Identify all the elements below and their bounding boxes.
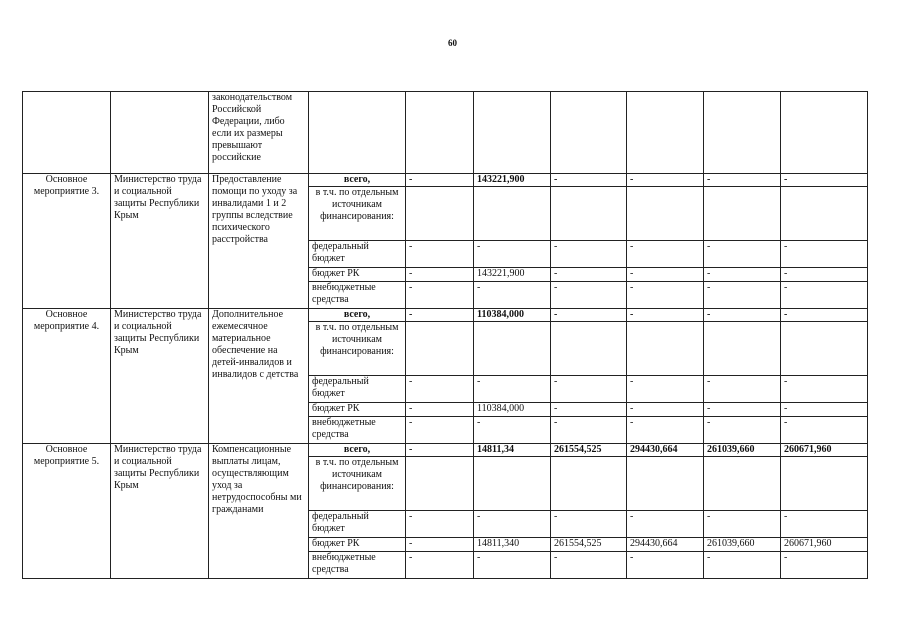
value-cell: 261554,525 (551, 538, 627, 552)
value-cell: - (627, 282, 704, 309)
value-cell: - (627, 376, 704, 403)
source-federal: федеральный бюджет (309, 241, 406, 268)
value-cell: 14811,34 (474, 444, 551, 457)
value-cell: - (781, 417, 868, 444)
source-extra: внебюджетные средства (309, 282, 406, 309)
value-cell: - (406, 241, 474, 268)
source-rk: бюджет РК (309, 538, 406, 552)
value-cell: 261039,660 (704, 538, 781, 552)
value-cell (704, 457, 781, 511)
source-total: всего, (309, 309, 406, 322)
value-cell: - (551, 268, 627, 282)
source-incl: в т.ч. по отдельным источникам финансирования: (309, 457, 406, 511)
value-cell: - (406, 174, 474, 187)
measure-description: Компенсационные выплаты лицам, осуществляющим уход за нетрудоспособны ми гражданами (209, 444, 309, 579)
value-cell: 294430,664 (627, 538, 704, 552)
value-cell: - (627, 552, 704, 579)
continued-description: законодательством Российской Федерации, либо если их размеры превышают российские (209, 92, 309, 174)
source-rk: бюджет РК (309, 403, 406, 417)
value-cell: - (474, 376, 551, 403)
value-cell: - (781, 376, 868, 403)
value-cell: - (704, 282, 781, 309)
value-cell: 110384,000 (474, 403, 551, 417)
source-total: всего, (309, 444, 406, 457)
source-extra: внебюджетные средства (309, 417, 406, 444)
value-cell: 260671,960 (781, 538, 868, 552)
value-cell (474, 187, 551, 241)
value-cell (551, 322, 627, 376)
value-cell (406, 457, 474, 511)
source-incl: в т.ч. по отдельным источникам финансирования: (309, 322, 406, 376)
value-cell (781, 322, 868, 376)
value-cell (551, 457, 627, 511)
value-cell: - (627, 268, 704, 282)
ministry-cell: Министерство труда и социальной защиты Республики Крым (111, 309, 209, 444)
value-cell: - (551, 241, 627, 268)
value-cell: - (551, 309, 627, 322)
value-cell: - (704, 552, 781, 579)
measure-title: Основное мероприятие 5. (23, 444, 111, 579)
value-cell: 260671,960 (781, 444, 868, 457)
value-cell: - (474, 241, 551, 268)
page-number: 60 (448, 38, 457, 48)
value-cell (627, 457, 704, 511)
value-cell (704, 187, 781, 241)
value-cell: - (406, 538, 474, 552)
table-row (23, 444, 868, 457)
value-cell (704, 322, 781, 376)
value-cell: - (474, 511, 551, 538)
value-cell: - (406, 309, 474, 322)
value-cell: 14811,340 (474, 538, 551, 552)
value-cell: - (551, 403, 627, 417)
value-cell (406, 187, 474, 241)
value-cell (781, 187, 868, 241)
value-cell: - (781, 174, 868, 187)
value-cell: - (406, 444, 474, 457)
value-cell: - (551, 282, 627, 309)
value-cell (406, 322, 474, 376)
value-cell: 110384,000 (474, 309, 551, 322)
measure-title: Основное мероприятие 4. (23, 309, 111, 444)
value-cell: - (474, 417, 551, 444)
value-cell: - (704, 417, 781, 444)
value-cell (627, 187, 704, 241)
value-cell: - (551, 552, 627, 579)
value-cell: - (781, 309, 868, 322)
value-cell: - (627, 511, 704, 538)
value-cell: - (551, 511, 627, 538)
value-cell: - (406, 403, 474, 417)
value-cell: - (704, 268, 781, 282)
value-cell: - (704, 403, 781, 417)
value-cell: - (474, 552, 551, 579)
program-table (22, 91, 868, 579)
value-cell: - (781, 268, 868, 282)
value-cell: - (781, 511, 868, 538)
value-cell: - (551, 376, 627, 403)
value-cell: - (781, 552, 868, 579)
source-federal: федеральный бюджет (309, 376, 406, 403)
source-rk: бюджет РК (309, 268, 406, 282)
value-cell: - (406, 376, 474, 403)
source-federal: федеральный бюджет (309, 511, 406, 538)
value-cell: - (406, 268, 474, 282)
value-cell (474, 457, 551, 511)
value-cell: - (551, 417, 627, 444)
value-cell: - (704, 511, 781, 538)
table-row (23, 309, 868, 322)
measure-title: Основное мероприятие 3. (23, 174, 111, 309)
value-cell: - (781, 403, 868, 417)
source-incl: в т.ч. по отдельным источникам финансирования: (309, 187, 406, 241)
value-cell: - (406, 552, 474, 579)
value-cell: 143221,900 (474, 268, 551, 282)
table-row (23, 174, 868, 187)
value-cell (781, 457, 868, 511)
value-cell: - (704, 309, 781, 322)
value-cell: 294430,664 (627, 444, 704, 457)
measure-description: Предоставление помощи по уходу за инвалидами 1 и 2 группы вследствие психического расстройства (209, 174, 309, 309)
value-cell: - (406, 282, 474, 309)
value-cell: - (704, 376, 781, 403)
value-cell: - (627, 417, 704, 444)
ministry-cell: Министерство труда и социальной защиты Республики Крым (111, 444, 209, 579)
value-cell: - (781, 282, 868, 309)
value-cell: - (474, 282, 551, 309)
value-cell: 143221,900 (474, 174, 551, 187)
value-cell: - (627, 174, 704, 187)
value-cell: - (551, 174, 627, 187)
value-cell: - (627, 309, 704, 322)
ministry-cell: Министерство труда и социальной защиты Республики Крым (111, 174, 209, 309)
value-cell: 261039,660 (704, 444, 781, 457)
source-total: всего, (309, 174, 406, 187)
value-cell: - (704, 174, 781, 187)
value-cell (551, 187, 627, 241)
value-cell: - (406, 511, 474, 538)
measure-description: Дополнительное ежемесячное материальное обеспечение на детей-инвалидов и инвалидов с детства (209, 309, 309, 444)
value-cell: - (627, 241, 704, 268)
value-cell: - (781, 241, 868, 268)
value-cell: - (406, 417, 474, 444)
value-cell: 261554,525 (551, 444, 627, 457)
value-cell (627, 322, 704, 376)
table-row (23, 92, 868, 174)
value-cell: - (627, 403, 704, 417)
value-cell (474, 322, 551, 376)
source-extra: внебюджетные средства (309, 552, 406, 579)
value-cell: - (704, 241, 781, 268)
